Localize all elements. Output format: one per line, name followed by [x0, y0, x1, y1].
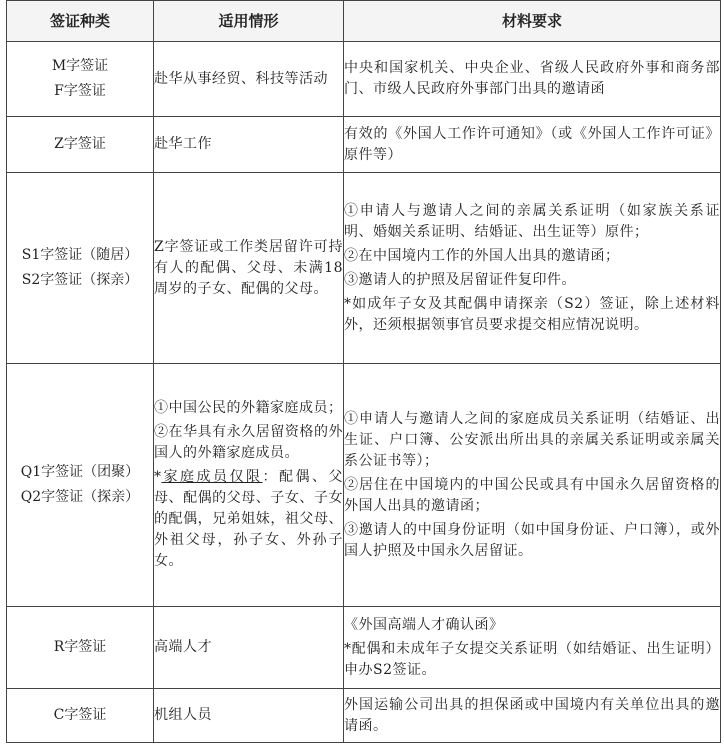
table-row	[7, 173, 721, 364]
scope-text: 机组人员	[154, 707, 212, 723]
scope-text: 赴华从事经贸、科技等活动	[154, 70, 328, 87]
visa-type-cell	[7, 607, 154, 689]
materials-note: *如成年子女及其配偶申请探亲（S2）签证，除上述材料外，还须根据领事官员要求提交相应情况说明。	[344, 295, 720, 333]
scope-cell	[154, 689, 344, 743]
table-row	[7, 689, 721, 743]
scope-cell	[154, 173, 344, 364]
visa-type-label: Z字签证	[54, 136, 106, 152]
visa-type-label: C字签证	[53, 707, 107, 723]
materials-cell	[344, 689, 721, 743]
visa-type-label: Q2字签证（探亲）	[20, 489, 140, 505]
visa-type-label: M字签证	[51, 58, 109, 74]
materials-text: 外国运输公司出具的担保函或中国境内有关单位出具的邀请函。	[344, 696, 720, 734]
visa-type-label: F字签证	[54, 83, 106, 99]
materials-item: ②在中国境内工作的外国人出具的邀请函；	[344, 247, 620, 264]
materials-item: ①申请人与邀请人之间的亲属关系证明（如家族关系证明、婚姻关系证明、结婚证、出生证等）原件；	[344, 202, 720, 240]
table-row	[7, 607, 721, 689]
scope-text: 赴华工作	[154, 136, 212, 152]
materials-cell	[344, 607, 721, 689]
materials-cell	[344, 173, 721, 364]
scope-note-underlined: 家庭成员仅限	[161, 469, 263, 485]
visa-type-cell	[7, 42, 154, 117]
visa-type-cell	[7, 117, 154, 173]
materials-item: ③邀请人的中国身份证明（如中国身份证、户口簿），或外国人护照及中国永久居留证。	[344, 521, 720, 559]
visa-type-label: R字签证	[53, 639, 107, 655]
scope-cell	[154, 117, 344, 173]
materials-item: ①申请人与邀请人之间的家庭成员关系证明（结婚证、出生证、户口簿、公安派出所出具的亲属关系证明或亲属关系公证书等）；	[344, 410, 720, 469]
materials-text: 中央和国家机关、中央企业、省级人民政府外事和商务部门、市级人民政府外事部门出具的邀请函	[344, 60, 720, 97]
materials-cell	[344, 117, 721, 173]
scope-text: 高端人才	[154, 639, 212, 655]
header-visa-type: 签证种类	[7, 1, 154, 42]
header-row	[7, 1, 721, 42]
scope-cell	[154, 42, 344, 117]
scope-cell	[154, 364, 344, 607]
materials-item: ③邀请人的护照及居留证件复印件。	[344, 271, 576, 288]
header-material-requirements: 材料要求	[344, 1, 721, 42]
visa-type-cell	[7, 689, 154, 743]
visa-type-cell	[7, 364, 154, 607]
visa-type-label: S2字签证（探亲）	[21, 272, 139, 288]
materials-note: *配偶和未成年子女提交关系证明（如结婚证、出生证明）申办S2签证。	[344, 640, 720, 678]
visa-requirements-table	[6, 0, 721, 743]
header-applicable-situation: 适用情形	[154, 1, 344, 42]
table-row	[7, 364, 721, 607]
materials-cell	[344, 42, 721, 117]
visa-type-cell	[7, 173, 154, 364]
scope-item: ①中国公民的外籍家庭成员；	[154, 400, 343, 416]
scope-cell	[154, 607, 344, 689]
materials-cell	[344, 364, 721, 607]
table-row	[7, 42, 721, 117]
visa-type-label: Q1字签证（团聚）	[20, 464, 140, 480]
materials-item: 《外国高端人才确认函》	[344, 616, 504, 633]
scope-item: ②在华具有永久居留资格的外国人的外籍家庭成员。	[154, 424, 343, 461]
materials-item: ②居住在中国境内的中国公民或具有中国永久居留资格的外国人出具的邀请函；	[344, 476, 720, 514]
table-row	[7, 117, 721, 173]
scope-note	[154, 467, 343, 572]
scope-note-prefix: *	[154, 469, 162, 485]
visa-type-label: S1字签证（随居）	[21, 247, 139, 263]
scope-note-rest: ：配偶、父母、配偶的父母、子女、子女的配偶，兄弟姐妹，祖父母、外祖父母，孙子女、外孙子女。	[154, 469, 343, 569]
scope-text: Z字签证或工作类居留许可持有人的配偶、父母、未满18周岁的子女、配偶的父母。	[154, 238, 343, 297]
materials-text: 有效的《外国人工作许可通知》（或《外国人工作许可证》原件等）	[344, 125, 720, 163]
